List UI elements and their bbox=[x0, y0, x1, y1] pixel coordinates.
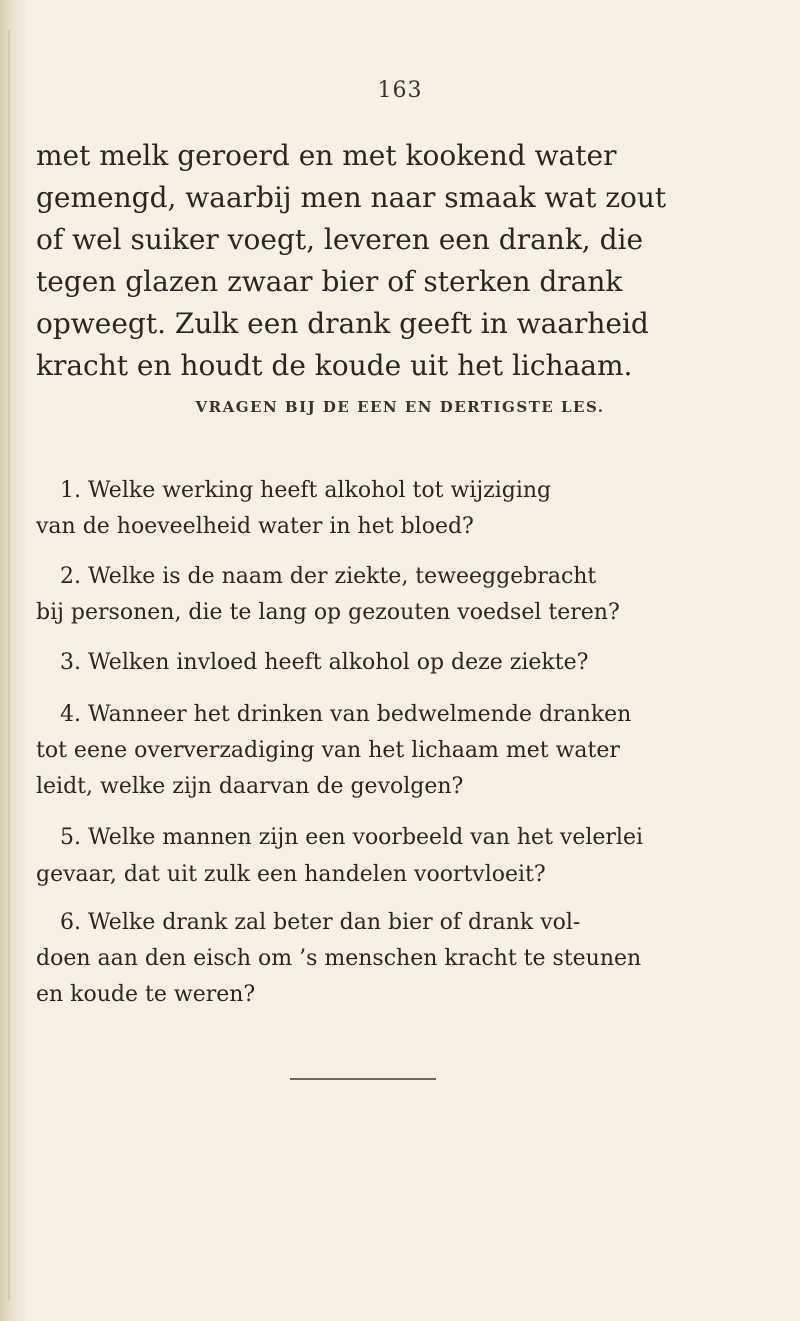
paragraph-line: tegen glazen zwaar bier of sterken drank bbox=[36, 265, 623, 298]
question-line: 2. Welke is de naam der ziekte, teweeggebracht bbox=[60, 564, 597, 589]
question-line: en koude te weren? bbox=[36, 982, 256, 1007]
paragraph-line: gemengd, waarbij men naar smaak wat zout bbox=[36, 181, 667, 214]
question-line: 3. Welken invloed heeft alkohol op deze ziekte? bbox=[60, 650, 589, 675]
section-heading: VRAGEN BIJ DE EEN EN DERTIGSTE LES. bbox=[195, 398, 605, 416]
question-line: tot eene oververzadiging van het lichaam met water bbox=[36, 738, 620, 763]
question-line: 1. Welke werking heeft alkohol tot wijziging bbox=[60, 478, 552, 503]
section-end-rule bbox=[290, 1078, 436, 1080]
paragraph-line: opweegt. Zulk een drank geeft in waarheid bbox=[36, 307, 649, 340]
question-line: van de hoeveelheid water in het bloed? bbox=[36, 514, 474, 539]
book-spine-shadow bbox=[0, 0, 26, 1321]
question-line: doen aan den eisch om ’s menschen kracht te steunen bbox=[36, 946, 642, 971]
page-number: 163 bbox=[377, 78, 423, 103]
question-line: 4. Wanneer het drinken van bedwelmende dranken bbox=[60, 702, 632, 727]
page-gutter-line bbox=[8, 30, 10, 1300]
question-line: bij personen, die te lang op gezouten voedsel teren? bbox=[36, 600, 620, 625]
question-line: 6. Welke drank zal beter dan bier of drank vol- bbox=[60, 910, 581, 935]
body-paragraph bbox=[36, 139, 736, 382]
paragraph-line: of wel suiker voegt, leveren een drank, die bbox=[36, 223, 644, 256]
question-line: gevaar, dat uit zulk een handelen voortvloeit? bbox=[36, 862, 546, 887]
question-line: leidt, welke zijn daarvan de gevolgen? bbox=[36, 774, 464, 799]
paragraph-line: kracht en houdt de koude uit het lichaam. bbox=[36, 349, 633, 382]
question-line: 5. Welke mannen zijn een voorbeeld van het velerlei bbox=[60, 825, 644, 850]
paragraph-line: met melk geroerd en met kookend water bbox=[36, 139, 617, 172]
